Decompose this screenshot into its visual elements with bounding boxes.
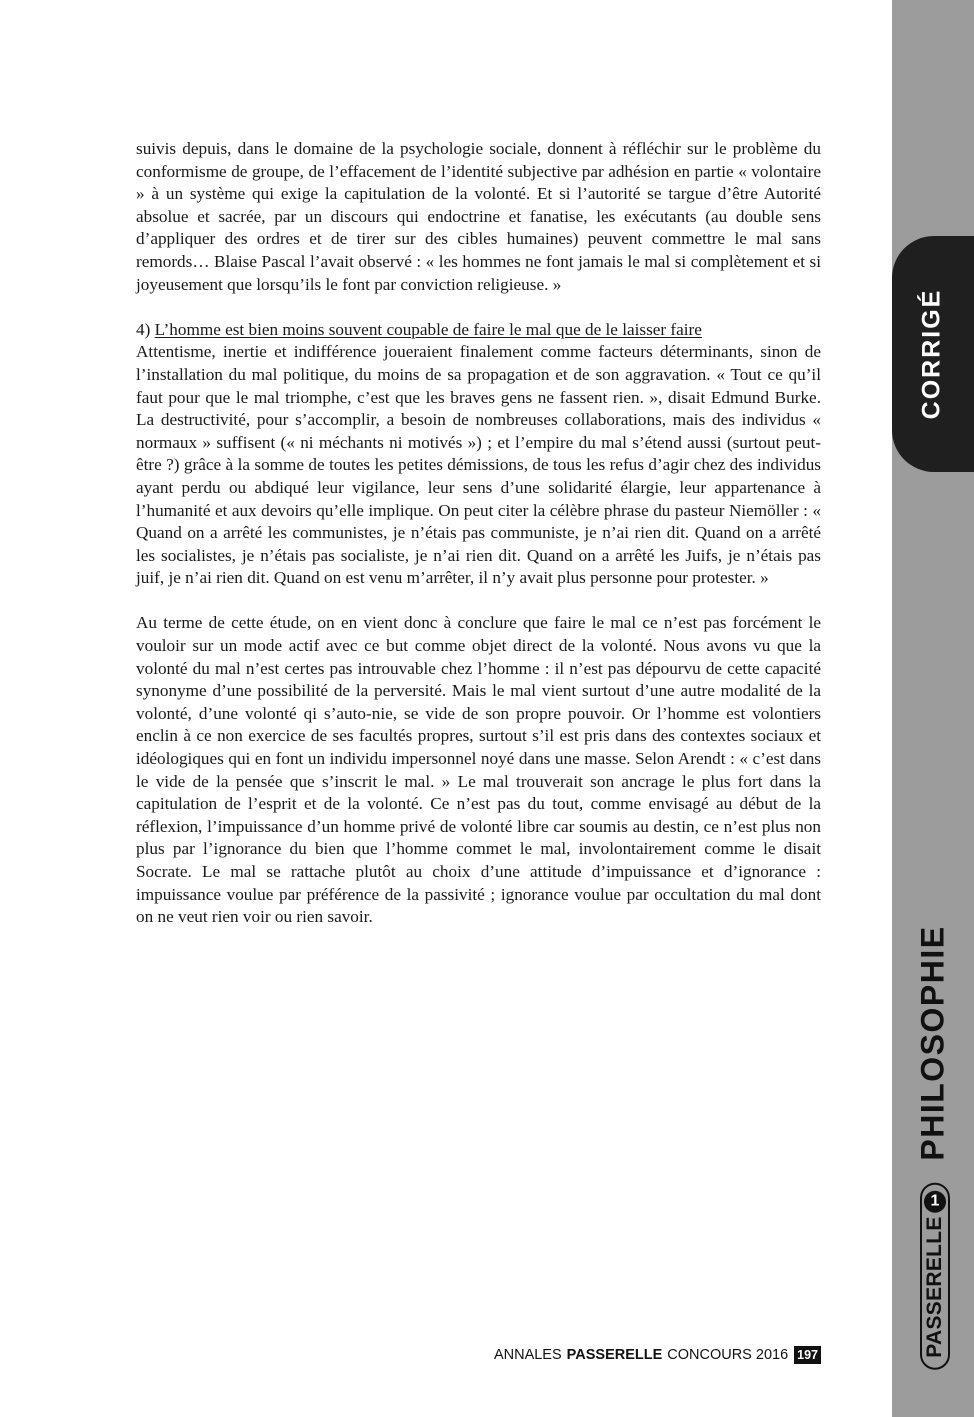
footer-suffix: CONCOURS 2016 xyxy=(667,1347,789,1363)
page-body xyxy=(136,138,821,951)
passerelle-logo xyxy=(920,1182,950,1369)
paragraph-2 xyxy=(136,341,821,590)
page-number: 197 xyxy=(794,1346,821,1364)
paragraph-3-part-a: Au terme de cette étude, on en vient donc à conclure que faire le mal ce n’est pas forcément le vouloir sur un mode actif avec ce but comme objet direct de la volonté. Nous avons vu que la volonté du mal n’est certes pas introuvable chez l’homme : il n’est pas dépourvu de cette capacité synonyme d’une possibilité de la pervers xyxy=(136,613,821,701)
subject-label: PHILOSOPHIE xyxy=(914,925,951,1161)
paragraph-1-part-a: suivis depuis, dans le domaine de la psychologie sociale, donnent à réfléchir sur le problème du conformisme de groupe, de l’effacement de l’identité subjective par adhésion en partie « volontaire » à un système qui exige la capitulation de la volonté. Et si l’autorité se targue d’être Autorité absolue et sacrée, par un discours qui endoc xyxy=(136,139,821,226)
section-4-number: 4) xyxy=(136,319,151,339)
footer-brand: PASSERELLE xyxy=(566,1347,663,1363)
section-tab-label: CORRIGÉ xyxy=(917,288,946,420)
page-footer xyxy=(494,1346,821,1364)
paragraph-2-part-a: Attentisme, inertie et indifférence joueraient finalement comme facteurs déterminants, sinon de l’installation du mal politique, du moins de sa propagation et de son aggra xyxy=(136,342,821,384)
footer-prefix: ANNALES xyxy=(493,1347,562,1363)
section-4-title: L’homme est bien moins souvent coupable de faire le mal que de le laisser faire xyxy=(154,319,702,339)
section-4-heading xyxy=(136,319,821,342)
paragraph-3-part-b: ité. Mais le mal vient surtout d’une autre modalité de la volonté, d’une volonté qi s’auto-nie, se vide de son propre pouvoir. Or l’homme est volontiers enclin à ce non exercice de ses facultés propres, surtout s’il est pris dans des contextes sociaux et idéologiques qui en font un individu impersonnel noyé dans une masse. Selon Arendt : « c’est dans le vide de la pensée que s’inscrit le mal. » Le mal trouverait son ancrage le plus fort dans la capitulation de l’esprit et de la volonté. Ce n’est pas du tout, comme envisagé au début de la réflexion, l’impuissance d’un homme privé de volonté libre car soumis au destin, ce n’est plus non plus par l’ignorance du bien que l’homme commet le mal, involontairement comme le disait Socrate. Le mal se rattache plutôt au choix d’une attitude d’impuissance et d’ignorance : impuissance voulue par préférence de la passivité ; ignorance voulue par occultation du mal dont on ne veut rien voir ou rien savoir. xyxy=(136,681,821,927)
paragraph-2-part-b: vation. « Tout ce qu’il faut pour que le mal triomphe, c’est que les braves gens ne fassent rien. », disait Edmund Burke. La destructivité, pour s’accomplir, a besoin de nombreuses collaborations, mais des individus « normaux » suffisent (« ni méchants ni motivés ») ; et l’empire du mal s’étend aussi (surtout peut-être ?) grâce à la somme de toutes les petites démissions, de tous les refus d’agir chez des individus ayant perdu ou abdiqué leur vigilance, leur sens d’une solidarité élargie, leur appartenance à l’humanité et aux devoirs qu’elle implique. On peut citer la célèbre phrase du pasteur Niemöller : « Quand on a arrêté les communistes, je n’étais pas communiste, je n’ai rien dit. Quand on a arrêté les socialistes, je n’étais pas socialiste, je n’ai rien dit. Quand on a arrêté les Juifs, je n’étais pas juif, je n’ai rien dit. Quand on est venu m’arrêter, il n’y avait plus personne pour protester. » xyxy=(136,364,821,588)
logo-number: 1 xyxy=(924,1190,946,1212)
logo-text: PASSERELLE xyxy=(923,1216,946,1358)
paragraph-1-part-b: trine et fanatise, les exécutants (au double sens d’appliquer des ordres et de tirer sur des cibles humaines) peuvent commettre le mal sans remords… Blaise Pascal l’avait observé : « les hommes ne font jamais le mal si complètement et si joyeusement que lorsqu’ils le font par conviction religieuse. » xyxy=(136,206,821,294)
paragraph-1 xyxy=(136,138,821,296)
paragraph-3 xyxy=(136,612,821,928)
